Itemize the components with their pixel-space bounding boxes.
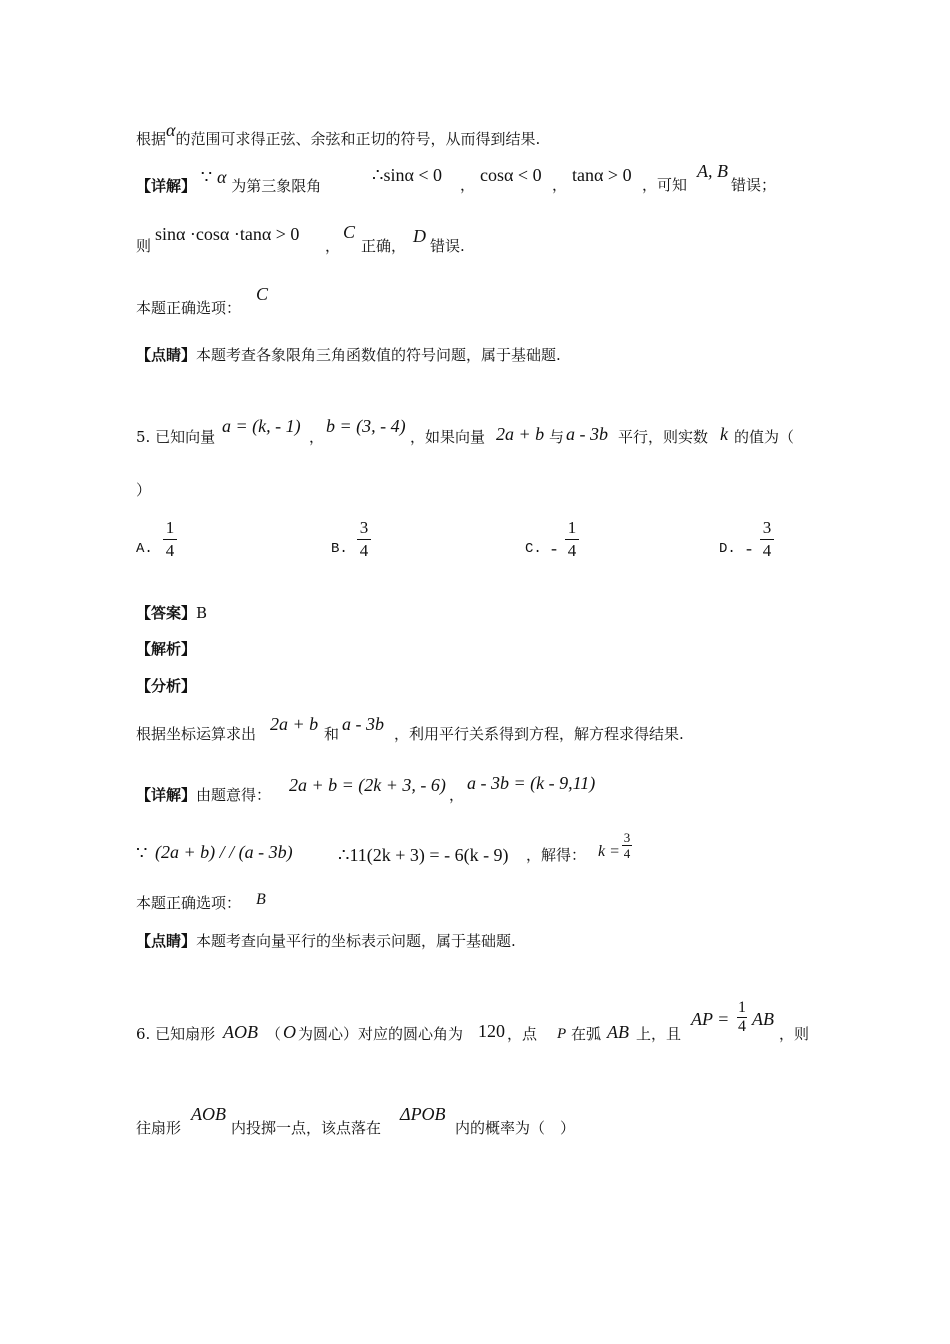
angle-value: 120 (478, 1021, 505, 1041)
sin-expr: ∴sinα < 0 (372, 165, 443, 185)
text: 的值为（ (734, 428, 795, 446)
denominator: 4 (738, 1018, 746, 1035)
option-c-fraction (565, 518, 579, 561)
text: 根据坐标运算求出 (136, 725, 257, 743)
fraction-bar (760, 539, 774, 540)
equation-expr: ∴11(2k + 3) = - 6(k - 9) (338, 845, 509, 865)
text: 与 (549, 428, 565, 446)
text: 本题正确选项： (136, 894, 242, 912)
option-d-label: D. (719, 541, 736, 557)
line-1 (136, 120, 541, 149)
answer-tag: 【答案】 (136, 604, 197, 622)
numerator: 3 (623, 830, 631, 845)
question-5-number: 5. 已知向量 (136, 428, 216, 446)
denominator: 4 (359, 541, 369, 560)
text: 正确， (361, 237, 407, 255)
expr-a-minus-3b: a - 3b (566, 424, 608, 444)
ab-vector: AB (752, 1009, 774, 1029)
denominator: 4 (762, 541, 772, 560)
text: 往扇形 (136, 1119, 182, 1137)
text: ，点 (507, 1025, 538, 1043)
comment-line (136, 345, 561, 365)
comma: ， (325, 237, 341, 255)
text: 的范围可求得正弦、余弦和正切的符号，从而得到结果. (175, 130, 541, 148)
text: 为第三象限角 (231, 177, 322, 195)
expr-a-minus-3b-value: a - 3b = (k - 9,11) (467, 773, 596, 793)
text: 则 (136, 237, 152, 255)
comment-tag: 【点睛】 (136, 346, 197, 364)
text: 由题意得： (196, 786, 272, 804)
expr-a-minus-3b: a - 3b (342, 714, 384, 734)
text: 本题考查各象限角三角函数值的符号问题，属于基础题. (196, 346, 561, 364)
expr-2a-plus-b: 2a + b (270, 714, 319, 734)
option-a-fraction (163, 518, 177, 561)
text: ，则 (779, 1025, 810, 1043)
answer-line (136, 603, 207, 623)
answer-symbol: C (256, 284, 269, 304)
text: ，可知 (642, 176, 688, 194)
denominator: 4 (165, 541, 175, 560)
option-b-label: B. (331, 541, 348, 557)
aob-symbol: AOB (223, 1022, 258, 1042)
fraction-bar (163, 539, 177, 540)
fraction-bar (565, 539, 579, 540)
text: ，如果向量 (410, 428, 486, 446)
text: 在弧 (571, 1025, 602, 1043)
text: 和 (324, 725, 340, 743)
p-symbol: P (557, 1026, 567, 1042)
minus-sign: - (551, 538, 557, 558)
aob-symbol: AOB (191, 1104, 226, 1124)
product-expr: sinα ·cosα ·tanα > 0 (155, 224, 300, 244)
line-2 (136, 167, 322, 196)
text: 为圆心）对应的圆心角为 (298, 1025, 464, 1043)
text: ，解得： (526, 846, 587, 864)
detail-tag: 【详解】 (136, 177, 197, 195)
option-b-fraction (357, 518, 371, 561)
answer-symbol: B (256, 891, 266, 908)
option-d-fraction (760, 518, 774, 561)
analysis-sub-tag: 【分析】 (136, 677, 197, 695)
denominator: 4 (623, 846, 631, 861)
quarter-fraction (737, 1000, 747, 1035)
k-symbol: k (720, 424, 728, 444)
numerator: 3 (762, 518, 772, 537)
question-6-number: 6. 已知扇形 (136, 1025, 216, 1043)
triangle-pob: ΔPOB (400, 1104, 446, 1124)
ab-symbol: AB (607, 1022, 629, 1042)
numerator: 3 (359, 518, 369, 537)
text: 根据 (136, 130, 167, 148)
numerator: 1 (165, 518, 175, 537)
numerator: 1 (738, 999, 746, 1016)
text: 本题正确选项： (136, 299, 242, 317)
expr-2a-plus-b-value: 2a + b = (2k + 3, - 6) (289, 775, 446, 795)
d-symbol: D (413, 226, 426, 246)
comma: ， (552, 176, 568, 194)
ab-symbols: A, B (697, 161, 728, 181)
analysis-tag: 【解析】 (136, 640, 197, 658)
text: 本题考查向量平行的坐标表示问题，属于基础题. (196, 932, 516, 950)
comment-line (136, 931, 516, 951)
option-a-label: A. (136, 541, 153, 557)
ap-vector: AP = (691, 1009, 730, 1029)
detail-line (136, 785, 271, 805)
comma: ， (460, 176, 476, 194)
text: ，利用平行关系得到方程，解方程求得结果. (394, 725, 684, 743)
c-symbol: C (343, 222, 356, 242)
text: 错误. (430, 237, 465, 255)
k-equals: k = (598, 843, 620, 860)
text: （ (266, 1025, 282, 1043)
text: 平行，则实数 (618, 428, 709, 446)
close-paren: ） (136, 481, 152, 499)
o-symbol: O (283, 1022, 296, 1042)
cos-expr: cosα < 0 (480, 165, 542, 185)
answer-value: B (196, 604, 208, 622)
numerator: 1 (567, 518, 577, 537)
option-c-label: C. (525, 541, 542, 557)
vector-a: a = (k, - 1) (222, 416, 301, 436)
fraction-bar (357, 539, 371, 540)
comment-tag: 【点睛】 (136, 932, 197, 950)
text: 错误； (731, 176, 777, 194)
expr-2a-plus-b: 2a + b (496, 424, 545, 444)
parallel-expr: (2a + b) / / (a - 3b) (155, 842, 293, 862)
detail-tag: 【详解】 (136, 786, 197, 804)
comma: ， (449, 786, 465, 804)
denominator: 4 (567, 541, 577, 560)
tan-expr: tanα > 0 (572, 165, 632, 185)
because-symbol: ∵ (200, 167, 213, 187)
text: 内投掷一点，该点落在 (231, 1119, 382, 1137)
vector-b: b = (3, - 4) (326, 416, 406, 436)
text: 内的概率为（ ） (455, 1119, 576, 1137)
comma: ， (309, 428, 325, 446)
minus-sign: - (746, 538, 752, 558)
text: 上，且 (636, 1025, 682, 1043)
k-value-fraction (622, 831, 632, 860)
alpha-symbol: α (217, 167, 227, 187)
because-symbol: ∵ (136, 843, 148, 863)
alpha-symbol: α (166, 120, 176, 140)
